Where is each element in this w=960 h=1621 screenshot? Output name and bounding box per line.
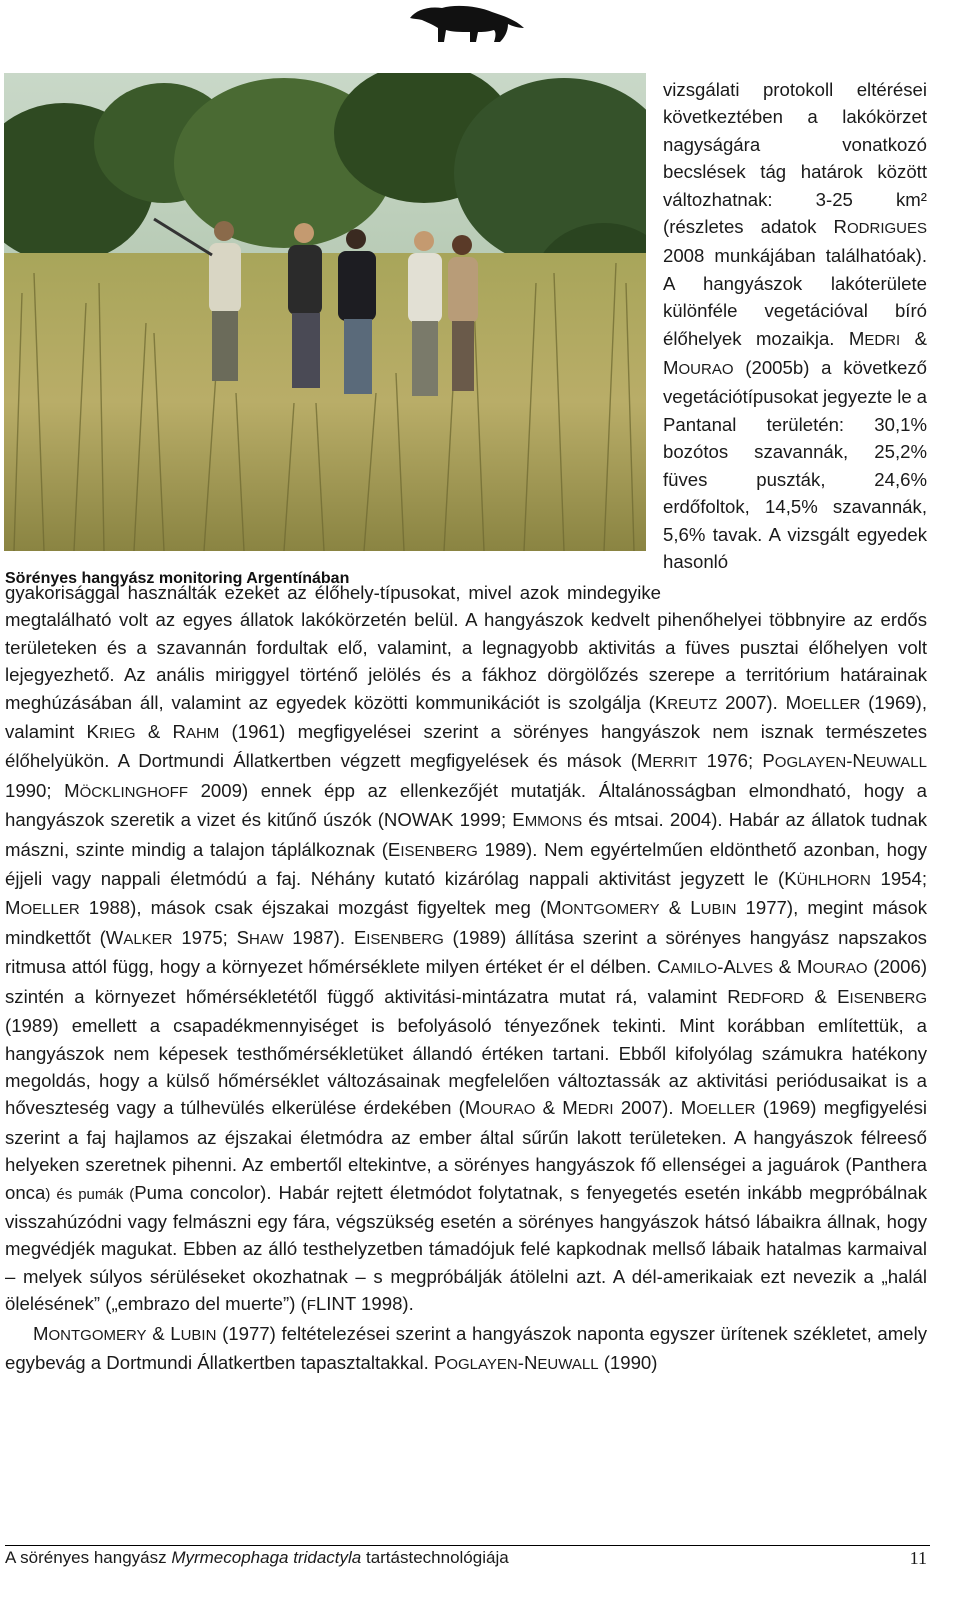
main-body-text [5, 579, 927, 1378]
paragraph-1: gyakorisággal használták ezeket az élőhely-típusokat, mivel azok mindegyike megtalálható volt az egyes állatok lakókörzetén belül. A hangyászok kedvelt pihenőhelyei többnyire az erdős területeken és a szavannán fordultak elő, valamint, a legnagyobb aktivitás a füves pusztai élőhelyen volt lejegyezhető. Az anális miriggyel történő jelölés és a fákhoz dörgölőzés szerepe a territórium határainak meghúzásában áll, valamint az egyedek közötti kommunikációt is szolgálja (KREUTZ 2007). MOELLER (1969), valamint KRIEG & RAHM (1961) megfigyelései szerint a sörényes hangyászok nem isznak természetes élőhelyükön. A Dortmundi Állatkertben végzett megfigyelések és mások (MERRIT 1976; POGLAYEN-NEUWALL 1990; MÖCKLINGHOFF 2009) ennek épp az ellenkezőjét mutatják. Általánosságban elmondható, hogy a hangyászok szeretik a vizet és kitűnő úszók (NOWAK 1999; EMMONS és mtsai. 2004). Habár az állatok tudnak mászni, szinte mindig a talajon táplálkoznak (EISENBERG 1989). Nem egyértelműen eldönthető azonban, hogy éjjeli vagy nappali életmódú a faj. Néhány kutató kizárólag nappali aktivitást jegyzett le (KÜHLHORN 1954; MOELLER 1988), mások csak éjszakai mozgást figyeltek meg (MONTGOMERY & LUBIN 1977), megint mások mindkettőt (WALKER 1975; SHAW 1987). EISENBERG (1989) állítása szerint a sörényes hangyász napszakos ritmusa attól függ, hogy a környezet hőmérséklete milyen értéket ér el délben. CAMILO-ALVES & MOURAO (2006) szintén a környezet hőmérsékletétől függő aktivitási-mintázatra mutat rá, valamint REDFORD & EISENBERG (1989) emellett a csapadékmennyiséget is befolyásoló tényezőnek tekinti. Mint korábban említettük, a hangyászok nem képesek testhőmérsékletüket állandó értéken tartani. Ebből kifolyólag számukra hatékony megoldás, hogy a külső hőmérséklet változásainak megfelelően változtassák az aktivitási periódusaikat is a hőveszteség vagy a túlhevülés elkerülése érdekében (MOURAO & MEDRI 2007). MOELLER (1969) megfigyelési szerint a faj hajlamos az éjszakai életmódra az ember által sűrűn lakott területeken. A hangyászok félreeső helyeken szeretnek pihenni. Az embertől eltekintve, a sörényes hangyászok fő ellenségei a jaguárok (Panthera onca) és pumák (Puma concolor). Habár rejtett életmódot folytatnak, s fenyegetés esetén inkább megpróbálnak visszahúzódni vagy felmászni egy fára, végszükség esetén a sörényes hangyászok hátsó lábaikra állnak, hogy megvédjék magukat. Ebben az álló testhelyzetben támadójuk felé kapkodnak mellső lábaik hatalmas karmaival – melyek súlyos sérüléseket okozhatnak – s megpróbálják átölelni azt. A dél-amerikaiak ezt nevezik a „halál ölelésének” („embrazo del muerte”) (FLINT 1998). [5, 582, 928, 1315]
side-column-text: vizsgálati protokoll eltérései következtében a lakókörzet nagyságára vonatkozó becslések tág határok között változhatnak: 3-25 km² (részletes adatok RODRIGUES 2008 munkájában találhatóak). A hangyászok lakóterülete különféle vegetációval bíró élőhelyek mozaikja. MEDRI & MOURAO (2005b) a következő vegetációtípusokat jegyezte le a Pantanal területén: 30,1% bozótos szavannák, 25,2% füves puszták, 24,6% erdőfoltok, 14,5% szavannák, 5,6% tavak. A vizsgált egyedek hasonló [663, 79, 927, 572]
figure-caption: Sörényes hangyász monitoring Argentínában [5, 570, 350, 587]
footer-divider [5, 1545, 930, 1546]
field-photo [4, 73, 646, 551]
paragraph-2: MONTGOMERY & LUBIN (1977) feltételezései szerint a hangyászok naponta egyszer ürítenek székletet, amely egybevág a Dortmundi Állatkertben tapasztaltakkal. POGLAYEN-NEUWALL (1990) [5, 1322, 928, 1373]
anteater-silhouette-icon [408, 2, 526, 46]
page-number: 11 [909, 1548, 927, 1568]
footer-title: A sörényes hangyász Myrmecophaga tridactyla tartástechnológiája [5, 1548, 509, 1567]
